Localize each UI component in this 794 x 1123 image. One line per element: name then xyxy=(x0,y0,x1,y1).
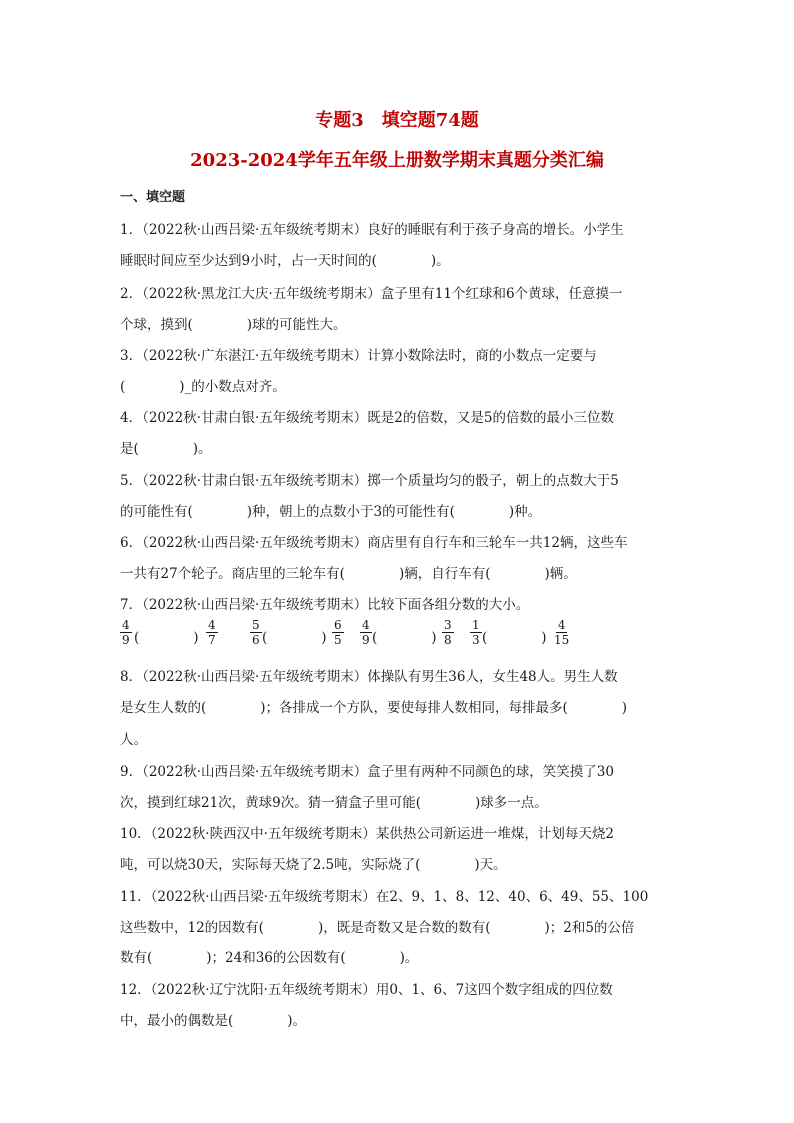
question-1-line-1: 1．（2022秋·山西吕梁·五年级统考期末）良好的睡眠有利于孩子身高的增长。小学生 xyxy=(120,222,624,238)
question-3-line-1: 3．（2022秋·广东湛江·五年级统考期末）计算小数除法时，商的小数点一定要与 xyxy=(120,348,597,364)
question-5-line-2: 的可能性有( )种，朝上的点数小于3的可能性有( )种。 xyxy=(120,504,542,520)
question-10-line-2: 吨，可以烧30天，实际每天烧了2.5吨，实际烧了( )天。 xyxy=(120,857,507,873)
document-title: 专题3 填空题74题 xyxy=(315,110,479,131)
section-heading: 一、填空题 xyxy=(120,190,186,205)
fraction-3: $\frac{5}{6}$ xyxy=(252,618,260,647)
question-12-line-1: 12．（2022秋·辽宁沈阳·五年级统考期末）用0、1、6、7这四个数字组成的四位数 xyxy=(120,982,613,998)
question-8-line-1: 8．（2022秋·山西吕梁·五年级统考期末）体操队有男生36人，女生48人。男生人数 xyxy=(120,669,618,685)
question-8-line-3: 人。 xyxy=(120,732,147,748)
question-11-line-2: 这些数中，12的因数有( )，既是奇数又是合数的数有( )；2和5的公倍 xyxy=(120,920,635,936)
question-2-line-2: 个球，摸到( )球的可能性大。 xyxy=(120,317,347,333)
fraction-comparisons xyxy=(120,616,680,656)
question-2-line-1: 2．（2022秋·黑龙江大庆·五年级统考期末）盒子里有11个红球和6个黄球，任意摸一 xyxy=(120,286,623,302)
question-12-line-2: 中，最小的偶数是( )。 xyxy=(120,1013,307,1029)
fraction-7: $\frac{1}{3}$ xyxy=(472,618,480,647)
question-9-line-1: 9．（2022秋·山西吕梁·五年级统考期末）盒子里有两种不同颜色的球，笑笑摸了30 xyxy=(120,764,614,780)
question-5-line-1: 5．（2022秋·甘肃白银·五年级统考期末）掷一个质量均匀的骰子，朝上的点数大于5 xyxy=(120,473,619,489)
answer-blank[interactable]: ( ) xyxy=(134,630,199,646)
answer-blank[interactable]: ( ) xyxy=(482,630,547,646)
question-6-line-1: 6．（2022秋·山西吕梁·五年级统考期末）商店里有自行车和三轮车一共12辆，这些车 xyxy=(120,535,628,551)
question-11-line-3: 数有( )；24和36的公因数有( )。 xyxy=(120,950,419,966)
question-1-line-2: 睡眠时间应至少达到9小时，占一天时间的( )。 xyxy=(120,253,450,269)
fraction-6: $\frac{3}{8}$ xyxy=(444,618,452,647)
fraction-1: $\frac{4}{9}$ xyxy=(122,618,130,647)
question-6-line-2: 一共有27个轮子。商店里的三轮车有( )辆，自行车有( )辆。 xyxy=(120,566,577,582)
answer-blank[interactable]: ( ) xyxy=(262,630,327,646)
question-4-line-1: 4．（2022秋·甘肃白银·五年级统考期末）既是2的倍数，又是5的倍数的最小三位数 xyxy=(120,410,614,426)
question-7-line-1: 7．（2022秋·山西吕梁·五年级统考期末）比较下面各组分数的大小。 xyxy=(120,597,530,613)
fraction-2: $\frac{4}{7}$ xyxy=(208,618,216,647)
fraction-5: $\frac{4}{9}$ xyxy=(362,618,370,647)
answer-blank[interactable]: ( ) xyxy=(372,630,437,646)
fraction-4: $\frac{6}{5}$ xyxy=(334,618,342,647)
question-3-line-2: ( )_的小数点对齐。 xyxy=(120,379,286,395)
question-9-line-2: 次，摸到红球21次，黄球9次。猜一猜盒子里可能( )球多一点。 xyxy=(120,795,548,811)
document-subtitle: 2023-2024学年五年级上册数学期末真题分类汇编 xyxy=(190,150,604,171)
question-10-line-1: 10．（2022秋·陕西汉中·五年级统考期末）某供热公司新运进一堆煤，计划每天烧2 xyxy=(120,826,614,842)
question-11-line-1: 11．（2022秋·山西吕梁·五年级统考期末）在2、9、1、8、12、40、6、49、55、100 xyxy=(120,889,649,905)
question-8-line-2: 是女生人数的( )；各排成一个方队，要使每排人数相同，每排最多( ) xyxy=(120,700,628,716)
question-4-line-2: 是( )。 xyxy=(120,441,212,457)
fraction-8: $\frac{4}{15}$ xyxy=(554,618,570,647)
